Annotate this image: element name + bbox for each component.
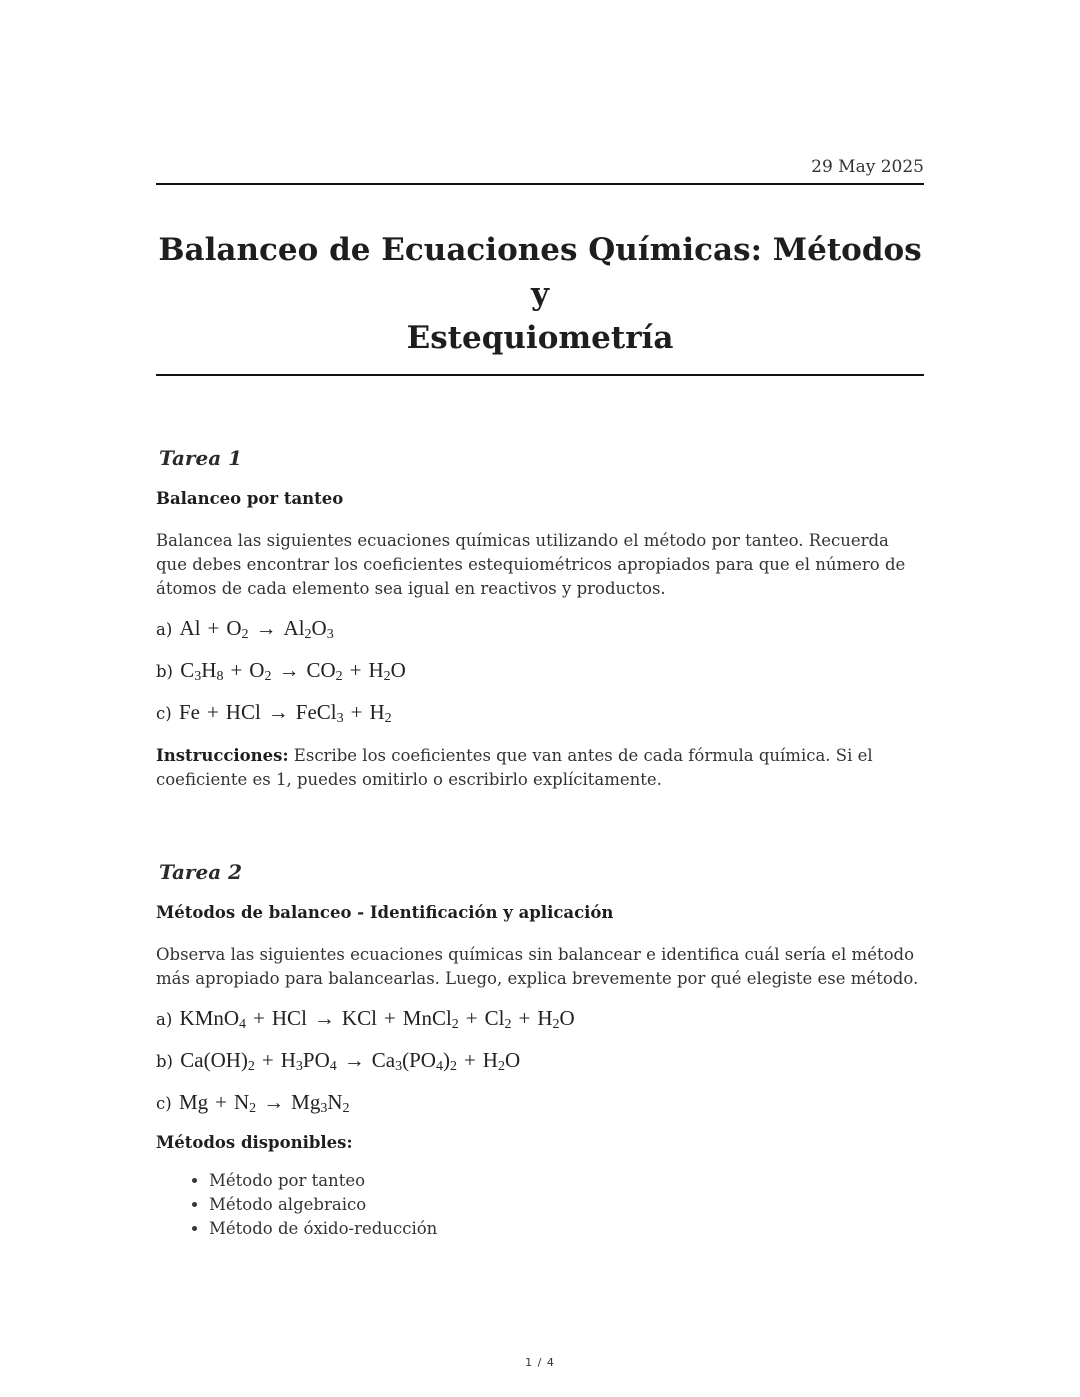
instructions-text: Escribe los coeficientes que van antes de cada fórmula química. Si el coeficiente es 1, puedes omitirlo o escribirlo explícitamente. [156, 746, 873, 789]
task-1-heading: Tarea 1 [159, 446, 243, 470]
chemical-equation: $Ca(OH)_2 + H_3PO_4 \to Ca_3(PO_4)_2 + H_2O$ [180, 1048, 521, 1074]
title-rule [156, 374, 924, 376]
equation-marker: a) [156, 620, 173, 639]
task-2-intro: Observa las siguientes ecuaciones químicas sin balancear e identifica cuál sería el método más apropiado para balancearlas. Luego, explica brevemente por qué elegiste ese método. [156, 945, 919, 988]
title-line-2: Estequiometría [406, 320, 674, 356]
task-1-equation-a [156, 615, 924, 641]
method-item: • Método de óxido-reducción [209, 1217, 924, 1241]
task-1-subtitle: Balanceo por tanteo [156, 489, 344, 508]
method-item: • Método algebraico [209, 1193, 924, 1217]
chemical-equation: Fe + HCl → FeCl$_3$ + $H_2$ [178, 700, 392, 726]
title-line-1: Balanceo de Ecuaciones Químicas: Métodos y [158, 232, 922, 312]
task-2-heading: Tarea 2 [159, 860, 243, 884]
methods-list [156, 1169, 924, 1241]
method-item: • Método por tanteo [209, 1169, 924, 1193]
task-2-section [156, 860, 924, 1241]
task-2-subtitle: Métodos de balanceo - Identificación y aplicación [156, 903, 614, 922]
equation-marker: b) [156, 1052, 173, 1071]
page-number: 1 / 4 [525, 1356, 555, 1369]
equation-marker: a) [156, 1010, 173, 1029]
chemical-equation: $Al + O_2 \to Al_2O_3$ [179, 616, 334, 642]
task-1-section [156, 446, 924, 792]
header-rule [156, 183, 924, 185]
chemical-equation: KMnO$_4$ + HCl → KCl + MnCl$_2$ + $Cl_2 + H_2O$ [179, 1006, 575, 1032]
document-page [156, 0, 924, 1397]
chemical-equation: $C_3H_8 + O_2 \to CO_2 + H_2O$ [180, 658, 406, 684]
instructions-label: Instrucciones: [156, 746, 289, 765]
chemical-equation: $Mg + N_2 \to Mg_3N_2$ [178, 1090, 350, 1116]
task-1-equation-c [156, 699, 924, 725]
equation-marker: c) [156, 1094, 172, 1113]
task-1-intro: Balancea las siguientes ecuaciones químicas utilizando el método por tanteo. Recuerda que debes encontrar los coeficientes estequiométricos apropiados para que el número de átomos de cada elemento sea igual en reactivos y productos. [156, 531, 906, 598]
document-date: 29 May 2025 [811, 157, 924, 177]
document-title [156, 228, 924, 360]
task-2-equation-a [156, 1005, 924, 1031]
equation-marker: b) [156, 662, 173, 681]
task-1-instructions [156, 744, 924, 792]
task-2-equation-b [156, 1047, 924, 1073]
methods-title: Métodos disponibles: [156, 1133, 353, 1152]
task-1-equation-b [156, 657, 924, 683]
task-2-equation-c [156, 1089, 924, 1115]
equation-marker: c) [156, 704, 172, 723]
